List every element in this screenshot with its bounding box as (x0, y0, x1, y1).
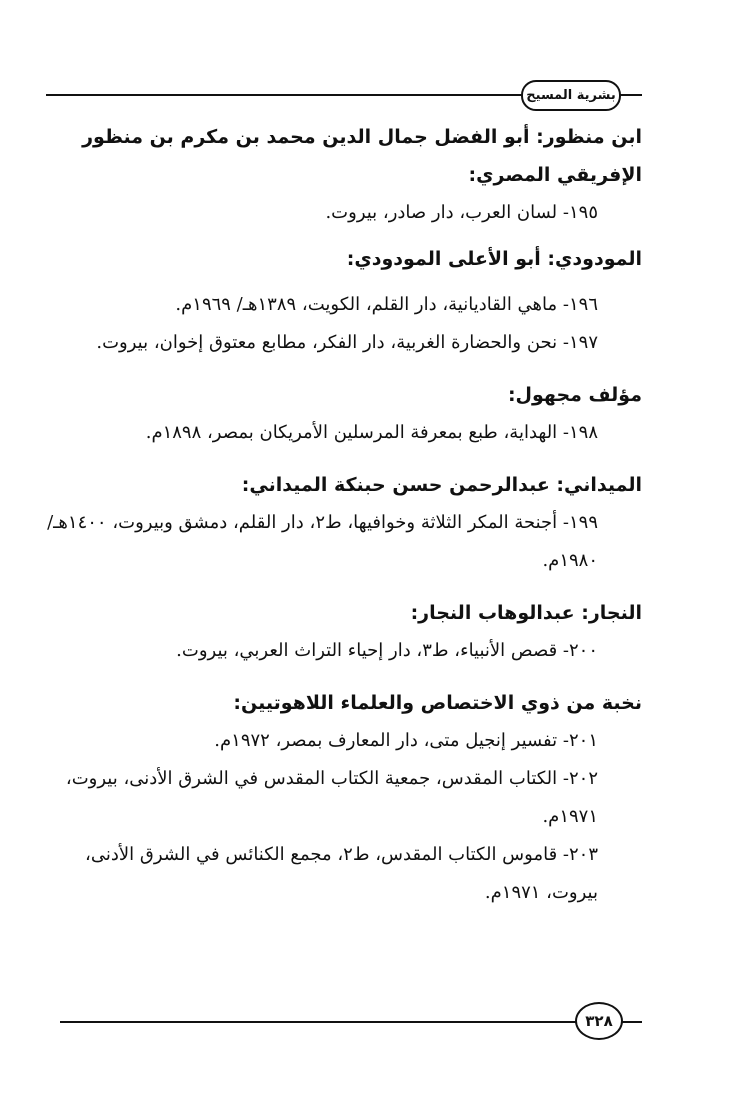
author-heading: النجار: عبدالوهاب النجار: (410, 602, 642, 624)
author-heading: نخبة من ذوي الاختصاص والعلماء اللاهوتيين: (233, 692, 642, 714)
page-number: ٣٢٨ (575, 1002, 623, 1040)
reference-entry: ٢٠٠- قصص الأنبياء، ط٣، دار إحياء التراث العربي، بيروت. (176, 640, 598, 661)
author-heading: المودودي: أبو الأعلى المودودي: (346, 248, 642, 270)
running-header: بشرية المسيح (521, 80, 621, 111)
footer-rule (60, 1021, 642, 1023)
author-heading: الميداني: عبدالرحمن حسن حبنكة الميداني: (241, 474, 642, 496)
reference-entry: ١٩٥- لسان العرب، دار صادر، بيروت. (325, 202, 598, 223)
author-heading: مؤلف مجهول: (507, 384, 642, 406)
reference-entry: ١٩٦- ماهي القاديانية، دار القلم، الكويت، ١٣٨٩هـ/ ١٩٦٩م. (175, 294, 598, 315)
bibliography-content (30, 118, 642, 912)
author-heading: ابن منظور: أبو الفضل جمال الدين محمد بن مكرم بن منظور الإفريقي المصري: (82, 126, 642, 186)
reference-entry: ١٩٨- الهداية، طبع بمعرفة المرسلين الأمريكان بمصر، ١٨٩٨م. (145, 422, 598, 443)
reference-entry: ١٩٧- نحن والحضارة الغربية، دار الفكر، مطابع معتوق إخوان، بيروت. (96, 332, 598, 353)
reference-entry: ٢٠١- تفسير إنجيل متى، دار المعارف بمصر، ١٩٧٢م. (214, 730, 598, 751)
reference-entry: ٢٠٣- قاموس الكتاب المقدس، ط٢، مجمع الكنائس في الشرق الأدنى، بيروت، ١٩٧١م. (85, 844, 598, 903)
reference-entry: ١٩٩- أجنحة المكر الثلاثة وخوافيها، ط٢، دار القلم، دمشق وبيروت، ١٤٠٠هـ/ ١٩٨٠م. (47, 512, 598, 571)
reference-entry: ٢٠٢- الكتاب المقدس، جمعية الكتاب المقدس في الشرق الأدنى، بيروت، ١٩٧١م. (65, 768, 598, 827)
